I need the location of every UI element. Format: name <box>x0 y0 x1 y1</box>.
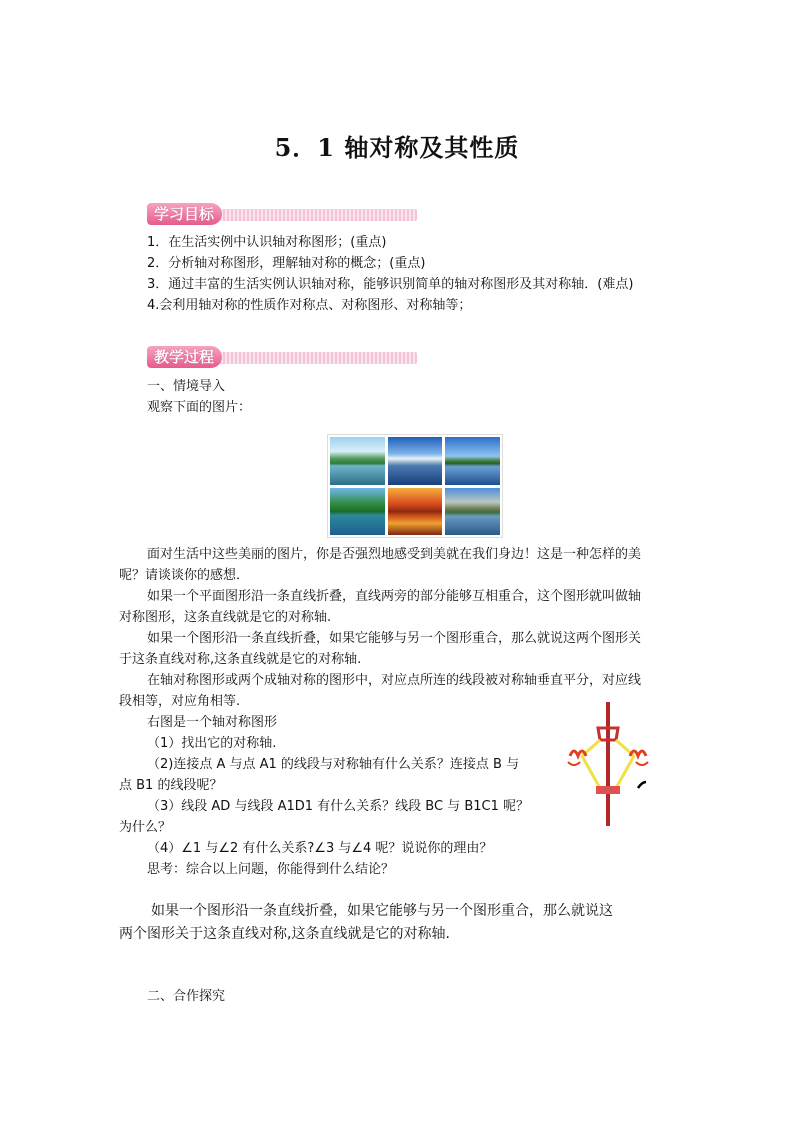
left-hook <box>568 762 580 765</box>
landscape-photo <box>330 437 385 485</box>
observe-text: 观察下面的图片： <box>147 400 252 415</box>
paragraph-line: 段相等，对应角相等. <box>119 694 241 709</box>
angle-mark <box>638 782 646 788</box>
right-hook <box>636 762 648 765</box>
part1-heading: 一、情境导入 <box>147 379 226 394</box>
paragraph-line: 于这条直线对称,这条直线就是它的对称轴. <box>119 652 362 667</box>
base-block <box>596 786 620 794</box>
paragraph-line: 在轴对称图形或两个成轴对称的图形中，对应点所连的线段被对称轴垂直平分，对应线 <box>147 673 642 688</box>
goal-item: 3．通过丰富的生活实例认识轴对称，能够识别简单的轴对称图形及其对称轴．(难点) <box>147 277 634 292</box>
landscape-photo <box>388 488 443 536</box>
figure-intro: 右图是一个轴对称图形 <box>147 715 278 730</box>
symmetric-figure <box>560 700 660 830</box>
paragraph-line: 如果一个平面图形沿一条直线折叠，直线两旁的部分能够互相重合，这个图形就叫做轴 <box>147 589 642 604</box>
question-line: 点 B1 的线段呢？ <box>119 778 223 793</box>
paragraph-line: 面对生活中这些美丽的图片，你是否强烈地感受到美就在我们身边！这是一种怎样的美 <box>147 547 642 562</box>
right-leg <box>616 756 634 788</box>
landscape-photo <box>330 488 385 536</box>
paragraph-line: 呢？请谈谈你的感想． <box>119 568 250 583</box>
landscape-photo <box>445 488 500 536</box>
goal-item: 4.会利用轴对称的性质作对称点、对称图形、对称轴等； <box>147 298 472 313</box>
conclusion-line: 如果一个图形沿一条直线折叠，如果它能够与另一个图形重合，那么就说这 <box>151 903 613 919</box>
landscape-photo <box>388 437 443 485</box>
question-line: 为什么？ <box>119 820 172 835</box>
banner-label: 教学过程 <box>147 346 222 368</box>
question-line: （1）找出它的对称轴. <box>147 736 277 751</box>
question-line: （2)连接点 A 与点 A1 的线段与对称轴有什么关系？连接点 B 与 <box>147 757 520 772</box>
page-title: 5．1 轴对称及其性质 <box>274 133 520 162</box>
left-leg <box>582 756 600 788</box>
question-line: （3）线段 AD 与线段 A1D1 有什么关系？线段 BC 与 B1C1 呢？ <box>147 799 529 814</box>
goal-item: 2．分析轴对称图形，理解轴对称的概念；(重点) <box>147 256 426 271</box>
goal-item: 1．在生活实例中认识轴对称图形；(重点) <box>147 235 387 250</box>
think-text: 思考：综合以上问题，你能得到什么结论？ <box>147 862 395 877</box>
section-banner-goals <box>147 203 417 225</box>
conclusion-line: 两个图形关于这条直线对称,这条直线就是它的对称轴. <box>119 926 450 942</box>
section-banner-process <box>147 346 417 368</box>
landscape-photo-grid <box>327 434 503 538</box>
landscape-photo <box>445 437 500 485</box>
banner-label: 学习目标 <box>147 203 222 225</box>
paragraph-line: 如果一个图形沿一条直线折叠，如果它能够与另一个图形重合，那么就说这两个图形关 <box>147 631 642 646</box>
question-line: （4）∠1 与∠2 有什么关系?∠3 与∠4 呢？说说你的理由？ <box>147 841 493 856</box>
part2-heading: 二、合作探究 <box>147 989 226 1004</box>
paragraph-line: 对称图形，这条直线就是它的对称轴. <box>119 610 332 625</box>
